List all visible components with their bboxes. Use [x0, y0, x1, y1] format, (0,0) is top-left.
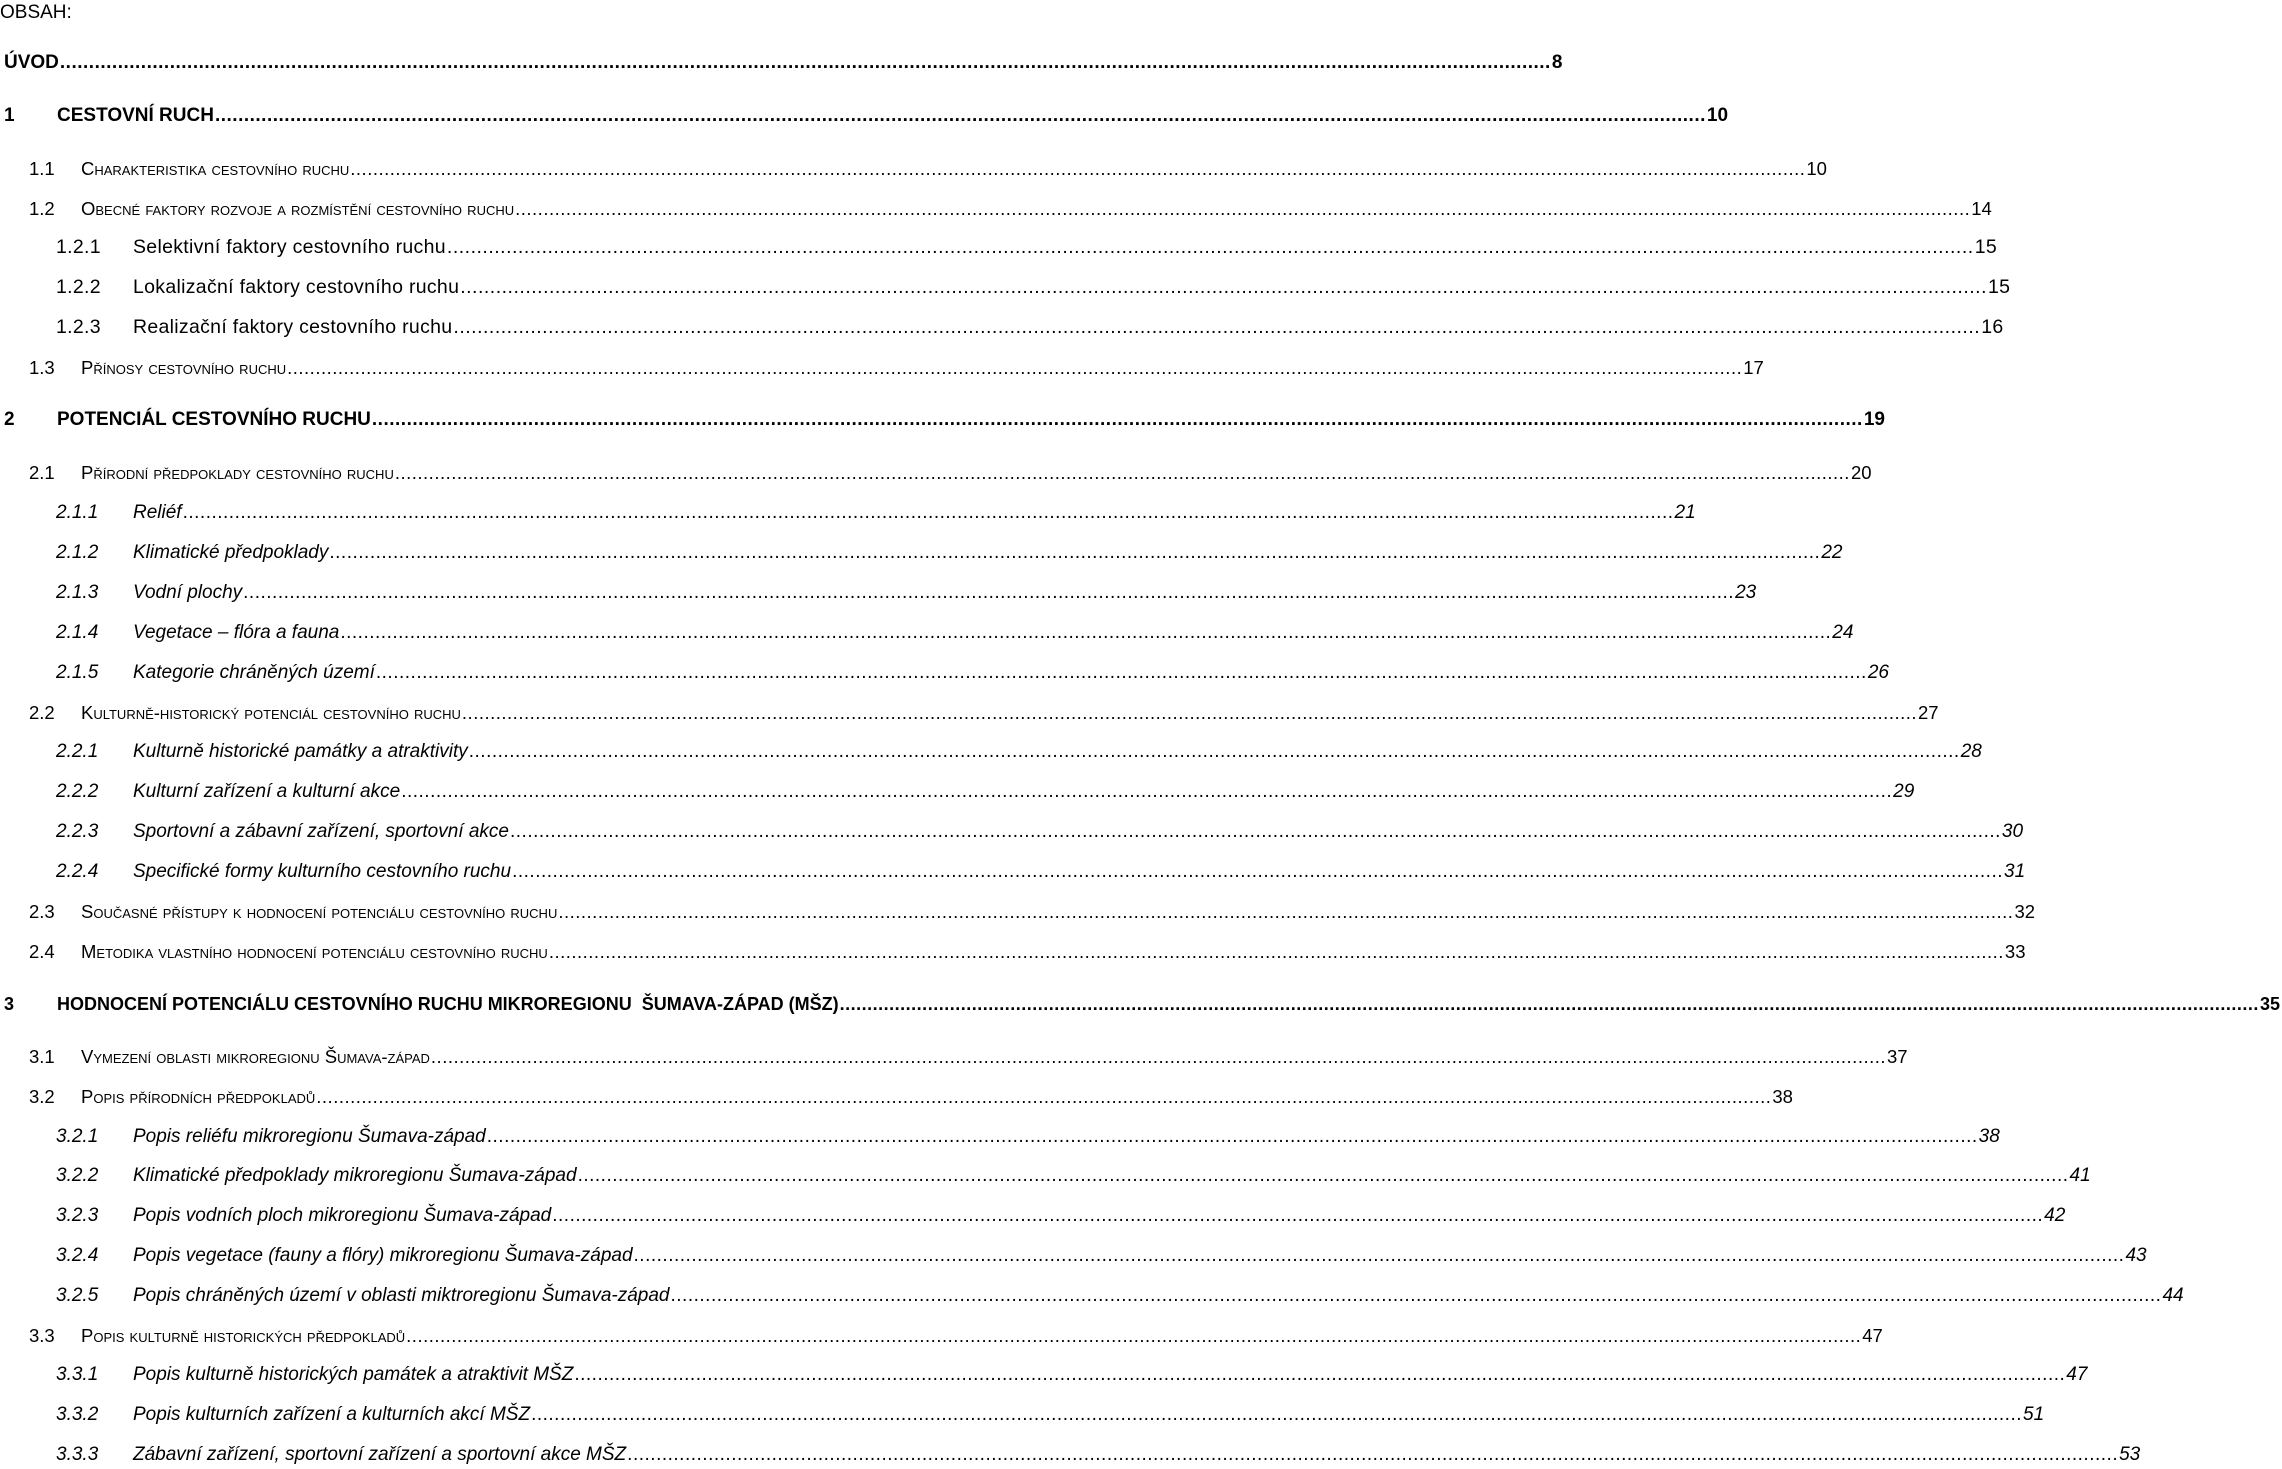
toc-entry-number: 1.2.2 [56, 276, 101, 298]
toc-entry-number: 2.4 [29, 941, 55, 962]
toc-entry-page: 53 [2119, 1444, 2141, 1465]
toc-entry-title: Metodika vlastního hodnocení potenciálu cestovního ruchu [81, 941, 548, 962]
toc-entry-number: 3 [4, 994, 15, 1014]
toc-entry-title: Obecné faktory rozvoje a rozmístění cestovního ruchu [81, 198, 515, 219]
toc-entry-title: Lokalizační faktory cestovního ruchu [133, 276, 460, 298]
toc-leader-dots [215, 104, 1706, 128]
toc-entry-2-2-4[interactable] [0, 860, 2026, 884]
toc-leader-dots [469, 740, 1960, 764]
toc-entry-title: ÚVOD [4, 52, 59, 73]
toc-entry-number: 3.2.2 [56, 1165, 99, 1186]
toc-entry-number: 2.2.4 [56, 861, 99, 882]
toc-entry-3[interactable] [0, 992, 2280, 1016]
toc-leader-dots [671, 1284, 2162, 1308]
toc-leader-dots [243, 581, 1734, 605]
toc-entry-number: 3.2.1 [56, 1126, 99, 1147]
toc-entry-2-2-3[interactable] [0, 820, 2024, 844]
toc-entry-number: 3.2.5 [56, 1285, 99, 1306]
toc-entry-2-1-3[interactable] [0, 581, 1757, 605]
toc-leader-dots [431, 1045, 1886, 1069]
toc-entry-title: Specifické formy kulturního cestovního ruchu [133, 861, 512, 882]
toc-entry-page: 10 [1806, 158, 1827, 179]
toc-entry-number: 2.1 [29, 462, 55, 483]
toc-entry-number: 2.2.1 [56, 741, 99, 762]
toc-entry-page: 17 [1743, 357, 1764, 378]
toc-leader-dots [372, 408, 1863, 432]
toc-entry-number: 2.3 [29, 901, 55, 922]
toc-entry-number: 1.2 [29, 198, 55, 219]
toc-entry-number: 2.2.3 [56, 821, 99, 842]
toc-entry-3-2-1[interactable] [0, 1125, 2000, 1149]
toc-entry-2-1[interactable] [0, 461, 1872, 485]
toc-entry-title: Selektivní faktory cestovního ruchu [133, 236, 446, 258]
toc-leader-dots [634, 1244, 2125, 1268]
toc-leader-dots [395, 461, 1850, 485]
toc-entry-page: 41 [2069, 1165, 2091, 1186]
toc-entry-page: 30 [2001, 821, 2024, 842]
toc-entry-page: 8 [1551, 52, 1563, 73]
toc-entry-2-1-4[interactable] [0, 621, 1854, 645]
toc-entry-page: 19 [1863, 409, 1885, 430]
toc-leader-dots [316, 1085, 1771, 1109]
toc-entry-2-1-5[interactable] [0, 661, 1889, 685]
toc-entry-1-3[interactable] [0, 356, 1764, 380]
toc-leader-dots [531, 1403, 2022, 1427]
toc-entry-title: Popis kulturně historických předpokladů [81, 1325, 406, 1346]
toc-entry-title: POTENCIÁL CESTOVNÍHO RUCHU [57, 409, 371, 430]
toc-leader-dots [552, 1204, 2043, 1228]
toc-entry-page: 16 [1981, 316, 2004, 338]
toc-entry-number: 1.2.3 [56, 316, 101, 338]
toc-entry-1-2-1[interactable] [0, 235, 1997, 259]
toc-entry-3-3-2[interactable] [0, 1403, 2045, 1427]
toc-entry-title: CESTOVNÍ RUCH [57, 105, 214, 126]
toc-entry-title: Kulturně historické památky a atraktivity [133, 741, 468, 762]
toc-entry-page: 21 [1674, 502, 1696, 523]
toc-entry-number: 2.1.1 [56, 502, 99, 523]
toc-leader-dots [350, 157, 1805, 181]
toc-entry-3-2-5[interactable] [0, 1284, 2184, 1308]
toc-entry-number: 3.2 [29, 1086, 55, 1107]
toc-leader-dots [510, 820, 2001, 844]
toc-leader-dots [406, 1324, 1861, 1348]
toc-entry-title: Popis vodních ploch mikroregionu Šumava-západ [133, 1205, 552, 1226]
toc-entry-title: Popis reliéfu mikroregionu Šumava-západ [133, 1126, 486, 1147]
toc-entry-2-4[interactable] [0, 940, 2026, 964]
toc-entry-3-3[interactable] [0, 1324, 1883, 1348]
toc-entry-number: 3.2.4 [56, 1245, 99, 1266]
toc-leader-dots [376, 661, 1867, 685]
toc-entry-number: 2.1.5 [56, 662, 99, 683]
toc-entry-title: Přínosy cestovního ruchu [81, 357, 287, 378]
toc-entry-number: 2 [4, 409, 15, 430]
toc-entry-3-3-1[interactable] [0, 1363, 2088, 1387]
toc-entry-title: Popis chráněných území v oblasti miktroregionu Šumava-západ [133, 1285, 670, 1306]
toc-entry-1-2[interactable] [0, 197, 1992, 221]
toc-entry-page: 47 [2066, 1364, 2088, 1385]
toc-entry-page: 42 [2044, 1205, 2066, 1226]
toc-entry-2-2[interactable] [0, 701, 1939, 725]
toc-entry-3-3-3[interactable] [0, 1443, 2141, 1467]
toc-leader-dots [460, 275, 1987, 299]
toc-entry-page: 15 [1974, 236, 1997, 258]
toc-entry-2-1-1[interactable] [0, 501, 1696, 525]
toc-leader-dots [574, 1363, 2065, 1387]
toc-entry-page: 15 [1988, 276, 2011, 298]
toc-entry-2-3[interactable] [0, 900, 2036, 924]
toc-entry-title: Charakteristika cestovního ruchu [81, 158, 350, 179]
toc-leader-dots [558, 900, 2013, 924]
toc-entry-number: 1.3 [29, 357, 55, 378]
toc-entry-title: Současné přístupy k hodnocení potenciálu cestovního ruchu [81, 901, 558, 922]
toc-entry-number: 2.1.3 [56, 582, 99, 603]
toc-entry-page: 22 [1821, 542, 1843, 563]
toc-entry-page: 51 [2023, 1404, 2045, 1425]
toc-leader-dots [60, 51, 1551, 75]
toc-entry-title: HODNOCENÍ POTENCIÁLU CESTOVNÍHO RUCHU MIKROREGIONU ŠUMAVA-ZÁPAD (MŠZ) [57, 994, 839, 1014]
toc-entry-1-1[interactable] [0, 157, 1827, 181]
toc-leader-dots [401, 780, 1892, 804]
toc-entry-page: 32 [2014, 901, 2036, 922]
toc-entry-title: Popis kulturně historických památek a atraktivit MŠZ [133, 1364, 574, 1385]
toc-leader-dots [462, 701, 1917, 725]
toc-entry-number: 2.1.4 [56, 622, 99, 643]
toc-entry-3-2[interactable] [0, 1085, 1793, 1109]
toc-entry-number: 2.2.2 [56, 781, 99, 802]
toc-leader-dots [340, 621, 1831, 645]
toc-entry-3-2-4[interactable] [0, 1244, 2147, 1268]
toc-entry-number: 3.3.2 [56, 1404, 99, 1425]
toc-entry-page: 20 [1850, 462, 1872, 483]
toc-entry-title: Klimatické předpoklady mikroregionu Šumava-západ [133, 1165, 577, 1186]
toc-entry-number: 1.2.1 [56, 236, 101, 258]
toc-entry-number: 3.3 [29, 1325, 55, 1346]
toc-entry-page: 44 [2162, 1285, 2184, 1306]
toc-entry-number: 3.2.3 [56, 1205, 99, 1226]
toc-entry-page: 24 [1832, 622, 1854, 643]
toc-entry-number: 1 [4, 105, 15, 126]
toc-entry-number: 3.3.1 [56, 1364, 99, 1385]
toc-entry-page: 14 [1971, 198, 1992, 219]
toc-entry-title: Klimatické předpoklady [133, 542, 329, 563]
toc-entry-page: 26 [1867, 662, 1889, 683]
toc-entry-2-1-2[interactable] [0, 541, 1843, 565]
toc-entry-page: 38 [1772, 1086, 1793, 1107]
toc-entry-title: Kategorie chráněných území [133, 662, 375, 683]
toc-leader-dots [515, 197, 1970, 221]
toc-entry-title: Vodní plochy [133, 582, 243, 603]
toc-entry-page: 23 [1735, 582, 1757, 603]
toc-leader-dots [287, 356, 1742, 380]
toc-entry-page: 47 [1862, 1325, 1883, 1346]
toc-leader-dots [329, 541, 1820, 565]
toc-entry-number: 2.2 [29, 702, 55, 723]
toc-leader-dots [840, 992, 2259, 1016]
toc-entry-page: 35 [2259, 994, 2280, 1014]
toc-entry-page: 28 [1960, 741, 1982, 762]
toc-entry-page: 37 [1887, 1046, 1908, 1067]
toc-entry-page: 29 [1893, 781, 1915, 802]
toc-entry-title: Přírodní předpoklady cestovního ruchu [81, 462, 394, 483]
toc-leader-dots [549, 940, 2004, 964]
toc-entry-2-2-2[interactable] [0, 780, 1915, 804]
toc-leader-dots [453, 315, 1980, 339]
toc-entry-number: 1.1 [29, 158, 55, 179]
toc-entry-number: 3.1 [29, 1046, 55, 1067]
toc-entry-title: Popis kulturních zařízení a kulturních akcí MŠZ [133, 1404, 531, 1425]
toc-entry-2[interactable] [0, 408, 1885, 432]
toc-entry-page: 38 [1978, 1126, 2000, 1147]
toc-entry-title: Sportovní a zábavní zařízení, sportovní akce [133, 821, 509, 842]
toc-entry-intro[interactable] [0, 51, 1563, 75]
toc-entry-number: 3.3.3 [56, 1444, 99, 1465]
toc-entry-1[interactable] [0, 104, 1729, 128]
toc-entry-number: 2.1.2 [56, 542, 99, 563]
toc-leader-dots [487, 1125, 1978, 1149]
toc-entry-title: Popis vegetace (fauny a flóry) mikroregionu Šumava-západ [133, 1245, 633, 1266]
toc-entry-3-2-2[interactable] [0, 1164, 2091, 1188]
toc-entry-title: Kulturní zařízení a kulturní akce [133, 781, 401, 802]
toc-entry-title: Popis přírodních předpokladů [81, 1086, 316, 1107]
toc-entry-page: 31 [2004, 861, 2026, 882]
toc-entry-title: Reliéf [133, 502, 182, 523]
toc-entry-page: 27 [1918, 702, 1939, 723]
toc-entry-title: Kulturně-historický potenciál cestovního ruchu [81, 702, 461, 723]
toc-entry-title: Zábavní zařízení, sportovní zařízení a sportovní akce MŠZ [133, 1444, 627, 1465]
toc-entry-3-1[interactable] [0, 1045, 1908, 1069]
toc-entry-3-2-3[interactable] [0, 1204, 2066, 1228]
toc-entry-title: Realizační faktory cestovního ruchu [133, 316, 453, 338]
toc-entry-1-2-3[interactable] [0, 315, 2004, 339]
toc-heading: OBSAH: [0, 2, 72, 23]
toc-entry-2-2-1[interactable] [0, 740, 1982, 764]
toc-leader-dots [512, 860, 2003, 884]
toc-entry-title: Vymezení oblasti mikroregionu Šumava-západ [81, 1046, 430, 1067]
toc-entry-title: Vegetace – flóra a fauna [133, 622, 340, 643]
toc-entry-page: 43 [2125, 1245, 2147, 1266]
toc-entry-1-2-2[interactable] [0, 275, 2011, 299]
toc-entry-page: 33 [2004, 941, 2026, 962]
toc-leader-dots [627, 1443, 2118, 1467]
toc-leader-dots [578, 1164, 2069, 1188]
toc-entry-page: 10 [1706, 105, 1729, 126]
toc-leader-dots [183, 501, 1674, 525]
toc-leader-dots [447, 235, 1974, 259]
